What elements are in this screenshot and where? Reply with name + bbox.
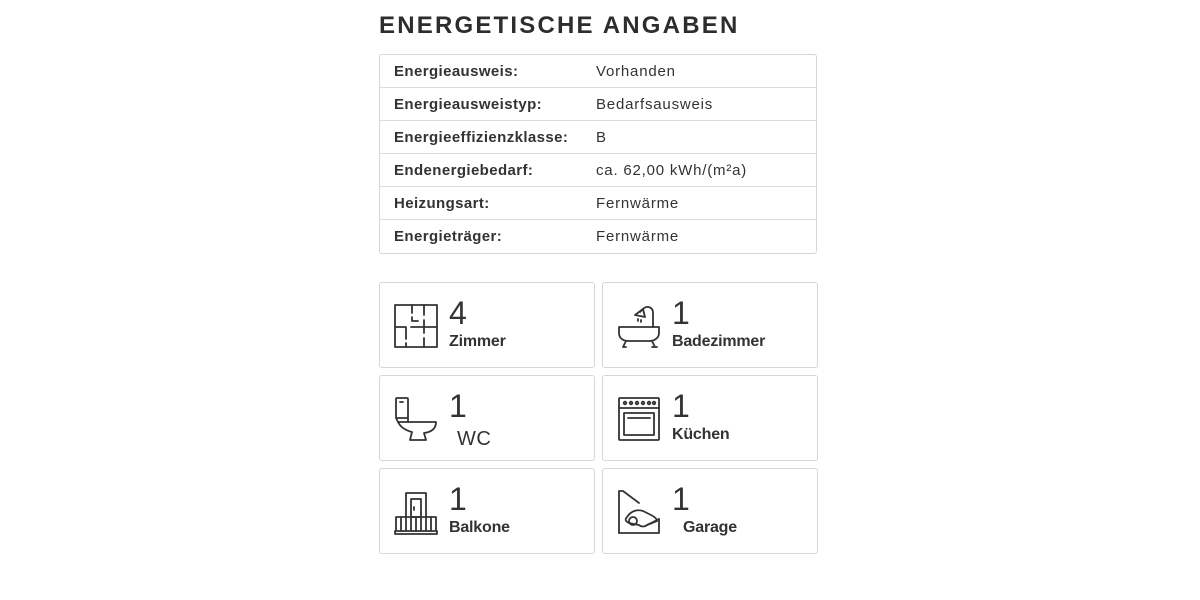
feature-tile-wc (379, 375, 595, 461)
feature-tile-balconies (379, 468, 595, 554)
table-row (380, 154, 816, 187)
energy-section (379, 0, 817, 554)
feature-label: Garage (683, 519, 737, 536)
feature-count: 1 (672, 481, 690, 517)
feature-count: 1 (449, 388, 467, 424)
feature-count: 1 (672, 388, 690, 424)
feature-tile-bathrooms (602, 282, 818, 368)
row-label: Endenergiebedarf: (394, 161, 534, 179)
row-value: Fernwärme (596, 194, 680, 212)
feature-tile-kitchens (602, 375, 818, 461)
feature-label: Balkone (449, 519, 510, 536)
balcony-icon (394, 489, 438, 535)
row-label: Energieausweis: (394, 62, 519, 80)
toilet-icon (394, 396, 438, 442)
floorplan-icon (394, 303, 438, 349)
feature-tile-rooms (379, 282, 595, 368)
garage-car-icon (617, 489, 661, 535)
feature-label: Zimmer (449, 333, 506, 350)
table-row (380, 220, 816, 253)
row-value: Bedarfsausweis (596, 95, 714, 113)
row-label: Energieträger: (394, 228, 503, 245)
table-row (380, 187, 816, 220)
row-value: B (596, 128, 607, 146)
feature-count: 1 (449, 481, 467, 517)
row-label: Energieausweistyp: (394, 95, 543, 113)
feature-count: 1 (672, 295, 690, 331)
feature-label: Badezimmer (672, 333, 766, 350)
row-value: Fernwärme (596, 228, 680, 245)
row-label: Energieeffizienzklasse: (394, 128, 569, 146)
bathtub-icon (617, 303, 661, 349)
table-row (380, 55, 816, 88)
feature-label: Küchen (672, 426, 730, 443)
feature-count: 4 (449, 295, 467, 331)
oven-icon (617, 396, 661, 442)
row-value: Vorhanden (596, 62, 676, 80)
energy-table (379, 54, 817, 254)
feature-grid (379, 282, 817, 554)
feature-tile-garage (602, 468, 818, 554)
table-row (380, 121, 816, 154)
row-label: Heizungsart: (394, 194, 490, 212)
section-title: ENERGETISCHE ANGABEN (379, 12, 740, 39)
table-row (380, 88, 816, 121)
feature-label: WC (457, 428, 492, 450)
row-value: ca. 62,00 kWh/(m²a) (596, 161, 748, 179)
